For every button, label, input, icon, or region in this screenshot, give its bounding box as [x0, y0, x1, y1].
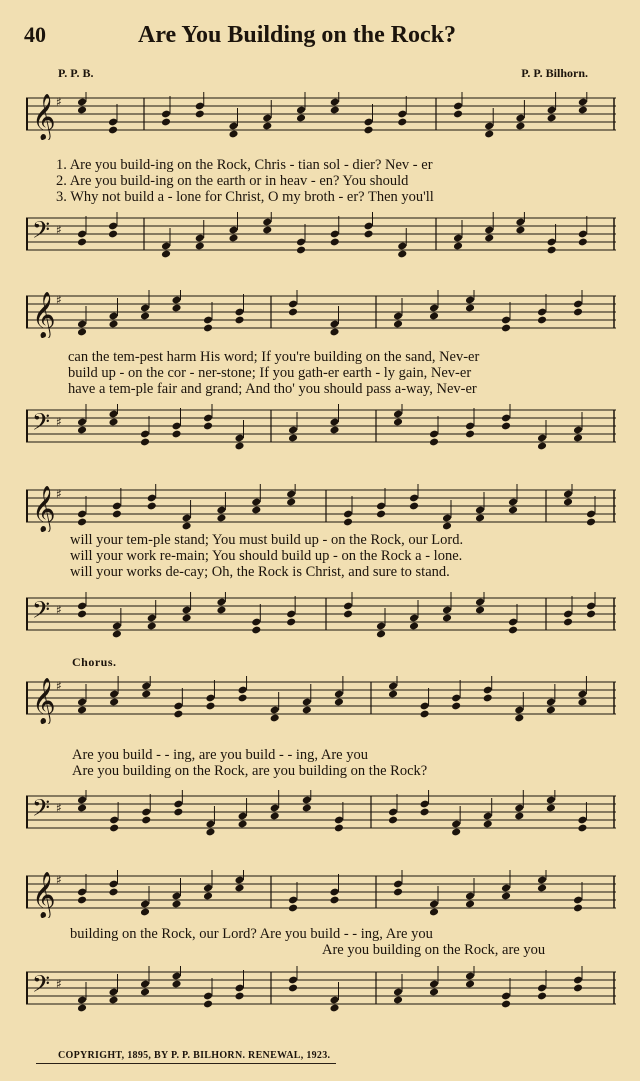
- chorus-line-1: Are you build - - ing, are you build - - ing, Are you: [72, 747, 368, 763]
- verse-3-line-1: 3. Why not build a - lone for Christ, O my broth - er? Then you'll: [56, 189, 434, 205]
- note-head: [147, 622, 157, 631]
- note-head: [329, 426, 339, 435]
- note-head: [234, 884, 244, 893]
- note-head: [546, 804, 556, 813]
- note-head: [161, 118, 171, 127]
- bass-clef-icon: 𝄢: [32, 794, 51, 827]
- note-head: [586, 610, 596, 619]
- treble-clef-icon: 𝄞: [32, 292, 56, 338]
- note-head: [508, 626, 518, 635]
- note-head: [286, 618, 296, 627]
- note-head: [228, 130, 238, 139]
- note-head: [465, 430, 475, 439]
- key-signature-sharp-icon: ♯: [56, 223, 62, 237]
- note-head: [537, 316, 547, 325]
- note-head: [420, 710, 430, 719]
- hymn-title: Are You Building on the Rock?: [138, 22, 457, 48]
- note-head: [140, 988, 150, 997]
- note-head: [112, 510, 122, 519]
- note-head: [109, 698, 119, 707]
- note-head: [234, 992, 244, 1001]
- key-signature-sharp-icon: ♯: [56, 293, 62, 307]
- note-head: [501, 892, 511, 901]
- note-head: [238, 820, 248, 829]
- note-head: [515, 226, 525, 235]
- note-head: [182, 522, 192, 531]
- note-head: [171, 900, 181, 909]
- note-head: [288, 308, 298, 317]
- note-head: [205, 828, 215, 837]
- note-head: [296, 114, 306, 123]
- note-head: [484, 234, 494, 243]
- note-head: [251, 506, 261, 515]
- note-head: [451, 828, 461, 837]
- treble-staff-4: [26, 676, 616, 724]
- note-head: [112, 630, 122, 639]
- note-head: [376, 510, 386, 519]
- note-head: [376, 630, 386, 639]
- bass-clef-icon: 𝄢: [32, 408, 51, 441]
- note-head: [171, 430, 181, 439]
- note-head: [108, 418, 118, 427]
- note-head: [563, 498, 573, 507]
- note-head: [483, 694, 493, 703]
- chorus-line-2: building on the Rock, our Lord? Are you build - - ing, Are you: [70, 926, 433, 942]
- treble-staff-3: [26, 484, 616, 532]
- note-head: [577, 824, 587, 833]
- note-head: [234, 316, 244, 325]
- copyright-rule: [36, 1063, 336, 1064]
- note-head: [363, 230, 373, 239]
- key-signature-sharp-icon: ♯: [56, 679, 62, 693]
- note-head: [514, 812, 524, 821]
- note-head: [578, 106, 588, 115]
- note-head: [501, 1000, 511, 1009]
- note-head: [547, 246, 557, 255]
- verse-2-line-3: will your work re-main; You should build up - on the Rock a - lone.: [70, 548, 463, 564]
- note-head: [546, 706, 556, 715]
- note-head: [173, 710, 183, 719]
- note-head: [409, 502, 419, 511]
- note-head: [388, 816, 398, 825]
- note-head: [577, 698, 587, 707]
- note-head: [573, 984, 583, 993]
- key-signature-sharp-icon: ♯: [56, 873, 62, 887]
- verse-1-line-3: will your tem-ple stand; You must build up - on the Rock, our Lord.: [70, 532, 464, 548]
- note-head: [140, 312, 150, 321]
- note-head: [203, 892, 213, 901]
- page-number: 40: [24, 22, 46, 47]
- note-head: [573, 904, 583, 913]
- bass-clef-icon: 𝄢: [32, 216, 51, 249]
- note-head: [343, 610, 353, 619]
- note-head: [251, 626, 261, 635]
- note-head: [195, 242, 205, 251]
- note-head: [501, 324, 511, 333]
- note-head: [329, 328, 339, 337]
- note-head: [453, 110, 463, 119]
- note-head: [465, 900, 475, 909]
- key-signature-sharp-icon: ♯: [56, 95, 62, 109]
- note-head: [465, 980, 475, 989]
- note-head: [537, 442, 547, 451]
- note-head: [302, 706, 312, 715]
- verse-2-line-1: 2. Are you build-ing on the earth or in heav - en? You should: [56, 173, 409, 189]
- note-head: [108, 320, 118, 329]
- note-head: [578, 238, 588, 247]
- note-head: [363, 126, 373, 135]
- treble-staff-1: [26, 92, 616, 140]
- note-head: [77, 238, 87, 247]
- note-head: [228, 234, 238, 243]
- verse-3-line-3: will your works de-cay; Oh, the Rock is Christ, and sure to stand.: [70, 564, 450, 580]
- note-head: [77, 804, 87, 813]
- note-head: [514, 714, 524, 723]
- note-head: [77, 328, 87, 337]
- note-head: [329, 896, 339, 905]
- key-signature-sharp-icon: ♯: [56, 977, 62, 991]
- note-head: [547, 114, 557, 123]
- note-head: [77, 106, 87, 115]
- note-head: [429, 988, 439, 997]
- note-head: [537, 884, 547, 893]
- note-head: [109, 824, 119, 833]
- note-head: [442, 614, 452, 623]
- chorus-line-2-alt: Are you building on the Rock, are you: [322, 942, 546, 958]
- note-head: [393, 320, 403, 329]
- note-head: [141, 816, 151, 825]
- note-head: [77, 426, 87, 435]
- note-head: [77, 518, 87, 527]
- bass-staff-3: [26, 592, 616, 640]
- note-head: [270, 812, 280, 821]
- music-credit: P. P. Bilhorn.: [521, 66, 588, 80]
- bass-staff-4: [26, 790, 616, 838]
- note-head: [484, 130, 494, 139]
- note-head: [108, 996, 118, 1005]
- note-head: [182, 614, 192, 623]
- note-head: [465, 304, 475, 313]
- note-head: [343, 518, 353, 527]
- note-head: [262, 226, 272, 235]
- note-head: [515, 122, 525, 131]
- note-head: [288, 984, 298, 993]
- note-head: [397, 118, 407, 127]
- chorus-label: Chorus.: [72, 655, 117, 669]
- note-head: [238, 694, 248, 703]
- note-head: [171, 980, 181, 989]
- bass-staff-2: [26, 404, 616, 452]
- note-head: [537, 992, 547, 1001]
- bass-staff-1: [26, 212, 616, 260]
- note-head: [147, 502, 157, 511]
- key-signature-sharp-icon: ♯: [56, 415, 62, 429]
- note-head: [330, 238, 340, 247]
- bass-clef-icon: 𝄢: [32, 970, 51, 1003]
- note-head: [429, 438, 439, 447]
- note-head: [77, 610, 87, 619]
- key-signature-sharp-icon: ♯: [56, 603, 62, 617]
- note-head: [563, 618, 573, 627]
- note-head: [442, 522, 452, 531]
- note-head: [330, 106, 340, 115]
- note-head: [108, 126, 118, 135]
- note-head: [586, 518, 596, 527]
- note-head: [234, 442, 244, 451]
- note-head: [393, 996, 403, 1005]
- note-head: [195, 110, 205, 119]
- note-head: [397, 250, 407, 259]
- treble-staff-2: [26, 290, 616, 338]
- verse-1-line-2: can the tem-pest harm His word; If you're building on the sand, Nev-er: [68, 349, 480, 365]
- note-head: [108, 230, 118, 239]
- note-head: [334, 824, 344, 833]
- treble-clef-icon: 𝄞: [32, 872, 56, 918]
- note-head: [288, 434, 298, 443]
- treble-staff-5: [26, 870, 616, 918]
- note-head: [475, 606, 485, 615]
- note-head: [508, 506, 518, 515]
- note-head: [77, 1004, 87, 1013]
- note-head: [393, 418, 403, 427]
- note-head: [573, 434, 583, 443]
- note-head: [108, 888, 118, 897]
- note-head: [393, 888, 403, 897]
- bass-staff-5: [26, 966, 616, 1014]
- note-head: [140, 908, 150, 917]
- note-head: [203, 422, 213, 431]
- note-head: [171, 304, 181, 313]
- note-head: [77, 706, 87, 715]
- note-head: [296, 246, 306, 255]
- bass-clef-icon: 𝄢: [32, 596, 51, 629]
- note-head: [216, 514, 226, 523]
- note-head: [288, 904, 298, 913]
- verse-2-line-2: build up - on the cor - ner-stone; If you gath-er earth - ly gain, Nev-er: [68, 365, 472, 381]
- note-head: [420, 808, 430, 817]
- key-signature-sharp-icon: ♯: [56, 801, 62, 815]
- note-head: [262, 122, 272, 131]
- treble-clef-icon: 𝄞: [32, 486, 56, 532]
- note-head: [409, 622, 419, 631]
- note-head: [270, 714, 280, 723]
- note-head: [429, 312, 439, 321]
- treble-clef-icon: 𝄞: [32, 94, 56, 140]
- note-head: [205, 702, 215, 711]
- key-signature-sharp-icon: ♯: [56, 487, 62, 501]
- note-head: [429, 908, 439, 917]
- verse-1-line-1: 1. Are you build-ing on the Rock, Chris - tian sol - dier? Nev - er: [56, 157, 433, 173]
- note-head: [475, 514, 485, 523]
- note-head: [173, 808, 183, 817]
- treble-clef-icon: 𝄞: [32, 678, 56, 724]
- note-head: [302, 804, 312, 813]
- note-head: [77, 896, 87, 905]
- note-head: [141, 690, 151, 699]
- words-credit: P. P. B.: [58, 66, 94, 80]
- note-head: [140, 438, 150, 447]
- verse-3-line-2: have a tem-ple fair and grand; And tho' you should pass a-way, Nev-er: [68, 381, 477, 397]
- copyright-notice: COPYRIGHT, 1895, BY P. P. BILHORN. RENEWAL, 1923.: [58, 1050, 331, 1061]
- note-head: [203, 1000, 213, 1009]
- note-head: [501, 422, 511, 431]
- note-head: [334, 698, 344, 707]
- note-head: [573, 308, 583, 317]
- note-head: [483, 820, 493, 829]
- note-head: [161, 250, 171, 259]
- chorus-line-1-alt: Are you building on the Rock, are you building on the Rock?: [72, 763, 428, 779]
- note-head: [286, 498, 296, 507]
- note-head: [216, 606, 226, 615]
- note-head: [453, 242, 463, 251]
- note-head: [329, 1004, 339, 1013]
- note-head: [388, 690, 398, 699]
- note-head: [451, 702, 461, 711]
- note-head: [203, 324, 213, 333]
